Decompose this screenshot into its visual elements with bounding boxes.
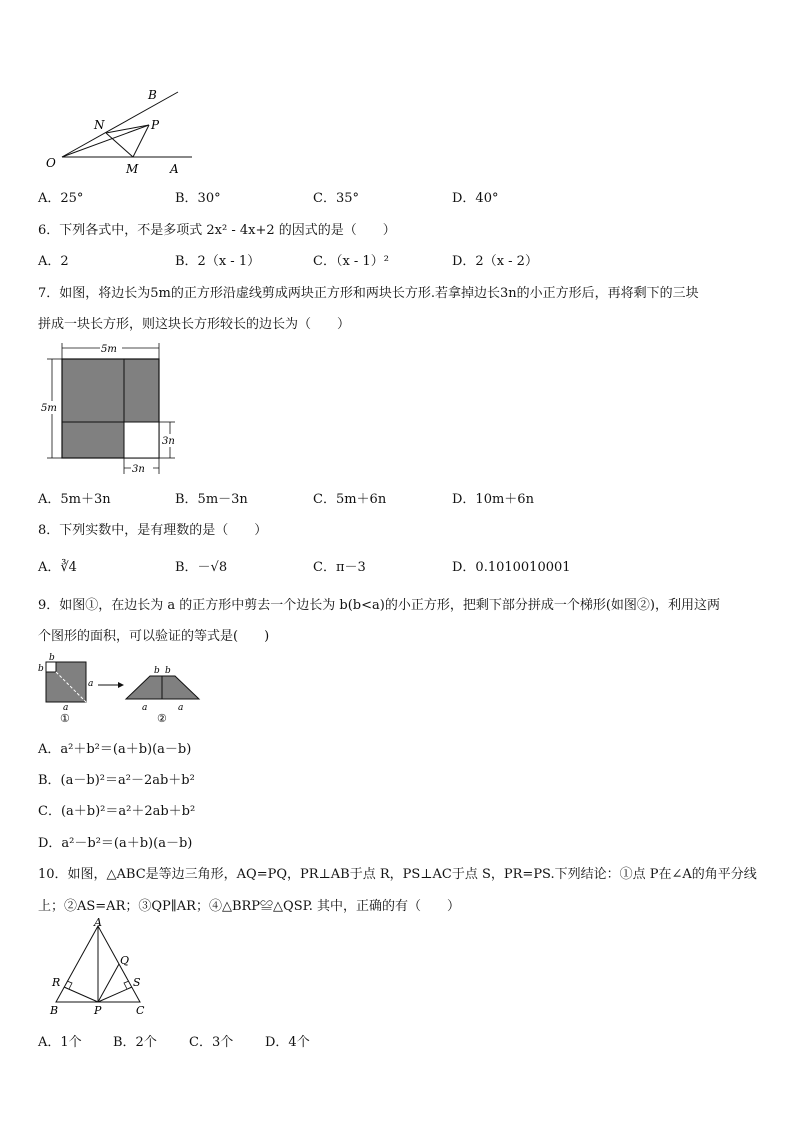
q7-option-a[interactable]: A．5m＋3n <box>38 492 111 507</box>
q7-option-c[interactable]: C．5m＋6n <box>313 492 387 507</box>
q9-fig2-label-b-right: b <box>165 666 171 676</box>
q9-stem-line1: 9．如图①，在边长为 a 的正方形中剪去一个边长为 b(b<a)的小正方形，把剩下部分拼成一个梯形(如图②)，利用这两 <box>38 598 720 613</box>
label-O: O <box>46 156 56 170</box>
q7-stem-line2: 拼成一块长方形，则这块长方形较长的边长为（ ） <box>38 317 351 332</box>
q9-fig1-label-b-left: b <box>38 664 44 674</box>
q10-stem-line2: 上；②AS=AR；③QP∥AR；④△BRP≌△QSP. 其中，正确的有（ ） <box>38 899 460 914</box>
q10-label-R: R <box>52 976 61 989</box>
label-A: A <box>170 162 179 176</box>
q8-option-a[interactable]: A．∛4 <box>38 560 77 575</box>
q9-option-a[interactable]: A．a²＋b²＝(a＋b)(a－b) <box>38 742 192 757</box>
q8-option-c[interactable]: C．π－3 <box>313 560 366 575</box>
label-P: P <box>151 118 160 132</box>
q6-option-b[interactable]: B．2（x - 1） <box>175 254 261 269</box>
q9-option-d[interactable]: D．a²－b²＝(a＋b)(a－b) <box>38 836 193 851</box>
q9-fig1-label-a-bottom: a <box>63 703 69 713</box>
q6-option-d[interactable]: D．2（x - 2） <box>452 254 538 269</box>
q9-figure <box>36 652 206 726</box>
q7-label-top: 5m <box>101 344 117 355</box>
q10-label-B: B <box>50 1004 59 1017</box>
q9-fig2-caption: ② <box>157 712 167 725</box>
q7-stem-line1: 7．如图，将边长为5m的正方形沿虚线剪成两块正方形和两块长方形.若拿掉边长3n的小正方形后，再将剩下的三块 <box>38 286 699 301</box>
q10-option-b[interactable]: B．2个 <box>113 1035 157 1050</box>
q10-option-c[interactable]: C．3个 <box>189 1035 234 1050</box>
q10-label-P: P <box>94 1004 102 1017</box>
q5-figure <box>40 82 200 178</box>
q10-label-Q: Q <box>120 954 130 967</box>
q7-label-right: 3n <box>162 436 175 447</box>
q10-option-a[interactable]: A．1个 <box>38 1035 82 1050</box>
q9-fig2-label-a-left: a <box>142 703 148 713</box>
q8-option-d[interactable]: D．0.1010010001 <box>452 560 571 575</box>
q5-option-b[interactable]: B．30° <box>175 191 221 206</box>
q10-label-C: C <box>136 1004 145 1017</box>
q9-option-c[interactable]: C．(a＋b)²＝a²＋2ab＋b² <box>38 804 196 819</box>
q6-option-a[interactable]: A．2 <box>38 254 69 269</box>
q7-figure <box>38 338 188 480</box>
q7-option-b[interactable]: B．5m－3n <box>175 492 248 507</box>
q7-label-bottom: 3n <box>132 464 145 475</box>
label-M: M <box>126 162 139 176</box>
q9-fig1-label-a-right: a <box>88 679 94 689</box>
q10-figure <box>40 916 155 1018</box>
q10-label-S: S <box>133 976 141 989</box>
q7-label-left: 5m <box>41 403 57 414</box>
q8-option-b[interactable]: B．－√8 <box>175 560 228 575</box>
q9-option-b[interactable]: B．(a－b)²＝a²－2ab＋b² <box>38 773 195 788</box>
q5-option-a[interactable]: A．25° <box>38 191 84 206</box>
q5-option-c[interactable]: C．35° <box>313 191 359 206</box>
arrow-right-icon <box>118 682 124 688</box>
q9-fig2-label-a-right: a <box>178 703 184 713</box>
q9-stem-line2: 个图形的面积，可以验证的等式是( ) <box>38 629 270 644</box>
q7-option-d[interactable]: D．10m＋6n <box>452 492 534 507</box>
q10-option-d[interactable]: D．4个 <box>265 1035 310 1050</box>
label-N: N <box>94 118 105 132</box>
q5-option-d[interactable]: D．40° <box>452 191 499 206</box>
q9-fig2-label-b-left: b <box>154 666 160 676</box>
q9-fig1-label-b-top: b <box>49 653 55 663</box>
q6-option-c[interactable]: C．（x - 1）² <box>313 254 389 269</box>
q9-fig1-caption: ① <box>60 712 70 725</box>
label-B: B <box>148 88 157 102</box>
q6-stem: 6．下列各式中，不是多项式 2x² - 4x+2 的因式的是（ ） <box>38 223 396 238</box>
q10-label-A: A <box>94 916 102 929</box>
q10-stem-line1: 10．如图，△ABC是等边三角形，AQ=PQ，PR⊥AB于点 R，PS⊥AC于点 S，PR=PS.下列结论：①点 P在∠A的角平分线 <box>38 867 757 882</box>
q8-stem: 8．下列实数中，是有理数的是（ ） <box>38 523 268 538</box>
